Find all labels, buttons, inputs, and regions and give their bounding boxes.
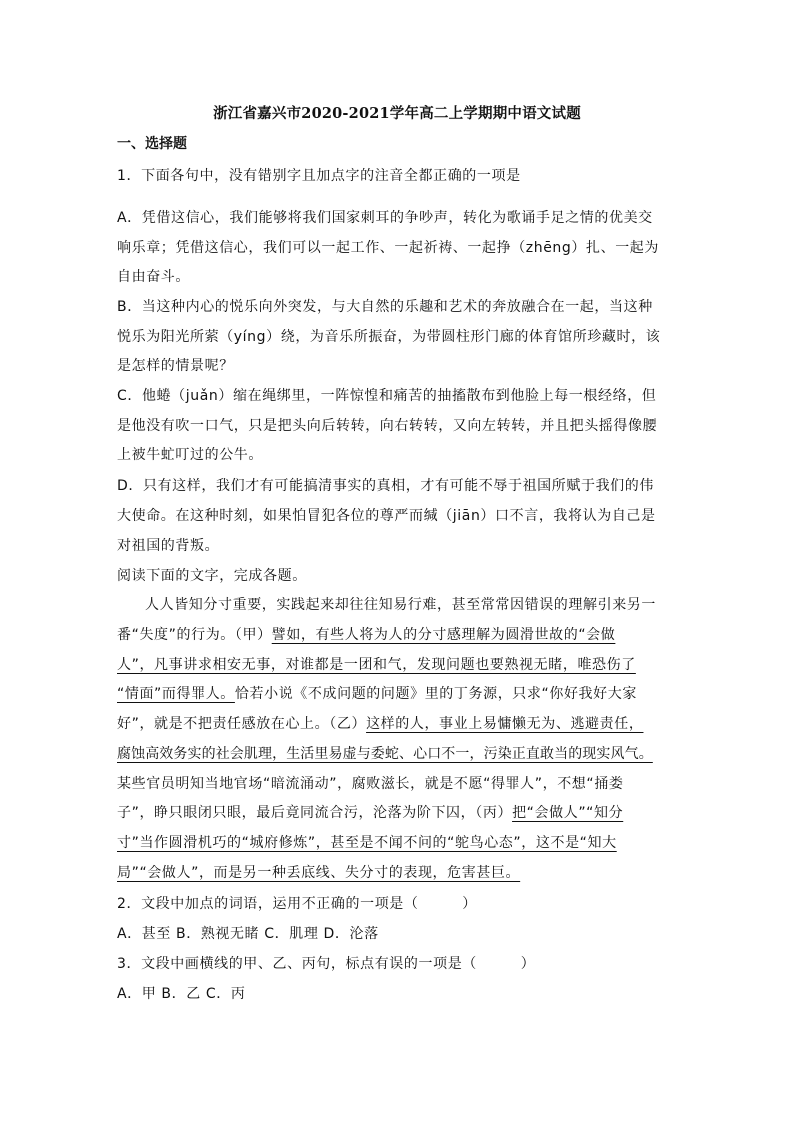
underlined-sentence-jia: “情面”而得罪人。 — [117, 686, 235, 702]
document-title: 浙江省嘉兴市2020-2021学年高二上学期期中语文试题 — [213, 105, 581, 122]
passage-line-8 — [117, 802, 687, 822]
underlined-sentence-jia: 譬如，有些人将为人的分寸感理解为圆滑世故的“会做 — [271, 627, 616, 643]
passage-line-1: 人人皆知分寸重要，实践起来却往往知易行难，甚至常常因错误的理解引来另一 — [145, 597, 656, 613]
passage-text: 子”，睁只眼闭只眼，最后竟同流合污，沦落为阶下囚，（丙） — [117, 805, 513, 821]
underlined-sentence-yi: 这样的人，事业上易慵懒无为、逃避责任， — [366, 716, 644, 732]
option-c-line-2: 是他没有吹一口气，只是把头向后转转，向右转转，又向左转转，并且把头摇得像腰 — [117, 418, 658, 434]
underlined-sentence-bing: 寸”当作圆滑机巧的“城府修炼”，甚至是不闻不问的“鸵鸟心态”，这不是“知大 — [117, 835, 617, 851]
passage-text: 好”，就是不把责任感放在心上。（乙） — [117, 716, 367, 732]
option-a-line-3: 自由奋斗。 — [117, 269, 190, 285]
question-2-options: A．甚至 B．熟视无睹 C．肌理 D．沦落 — [117, 926, 379, 942]
option-c-line-3: 上被牛虻叮过的公牛。 — [117, 447, 263, 463]
option-b-line-2: 悦乐为阳光所萦（yíng）绕，为音乐所振奋，为带圆柱形门廊的体育馆所珍藏时，该 — [117, 329, 661, 345]
passage-line-2 — [117, 624, 687, 644]
underlined-sentence-bing: 局”“会做人”，而是另一种丢底线、失分寸的表现，危害甚巨。 — [117, 865, 521, 881]
option-d-line-1: D．只有这样，我们才有可能搞清事实的真相，才有可能不辱于祖国所赋于我们的伟 — [117, 478, 654, 494]
underlined-sentence-yi: 腐蚀高效务实的社会肌理，生活里易虚与委蛇、心口不一，污染正直敢当的现实风气。 — [117, 746, 653, 762]
passage-line-9 — [117, 832, 687, 852]
question-3-options: A．甲 B．乙 C．丙 — [117, 986, 246, 1002]
passage-line-6 — [117, 743, 687, 763]
underlined-sentence-bing: 把“会做人”“知分 — [512, 805, 624, 821]
passage-line-3 — [117, 654, 687, 674]
option-b-line-1: B．当这种内心的悦乐向外突发，与大自然的乐趣和艺术的奔放融合在一起，当这种 — [117, 299, 653, 315]
option-a-line-2: 响乐章；凭借这信心，我们可以一起工作、一起祈祷、一起挣（zhēng）扎、一起为 — [117, 240, 659, 256]
passage-line-4 — [117, 683, 687, 703]
option-b-line-3: 是怎样的情景呢？ — [117, 358, 234, 374]
option-c-line-1: C．他蜷（juǎn）缩在绳绑里，一阵惊惶和痛苦的抽搐散布到他脸上每一根经络，但 — [117, 388, 657, 404]
question-1-stem: 1．下面各句中，没有错别字且加点字的注音全都正确的一项是 — [117, 168, 521, 184]
passage-text: 恰若小说《不成问题的问题》里的丁务源，只求“你好我好大家 — [234, 686, 637, 702]
question-2-stem: 2．文段中加点的词语，运用不正确的一项是（ ） — [117, 896, 477, 912]
underlined-sentence-jia: 人”，凡事讲求相安无事，对谁都是一团和气，发现问题也要熟视无睹，唯恐伤了 — [117, 657, 636, 673]
passage-line-10 — [117, 862, 687, 882]
option-a-line-1: A．凭借这信心，我们能够将我们国家刺耳的争吵声，转化为歌诵手足之情的优美交 — [117, 210, 653, 226]
passage-line-7: 某些官员明知当地官场“暗流涌动”，腐败滋长，就是不愿“得罪人”，不想“捅娄 — [117, 776, 624, 792]
reading-instruction: 阅读下面的文字，完成各题。 — [117, 568, 307, 584]
option-d-line-2: 大使命。在这种时刻，如果怕冒犯各位的尊严而缄（jiān）口不言，我将认为自己是 — [117, 508, 656, 524]
section-heading: 一、选择题 — [117, 136, 187, 152]
passage-text: 番“失度”的行为。（甲） — [117, 627, 272, 643]
question-3-stem: 3．文段中画横线的甲、乙、丙句，标点有误的一项是（ ） — [117, 956, 536, 972]
option-d-line-3: 对祖国的背叛。 — [117, 538, 220, 554]
passage-line-5 — [117, 713, 687, 733]
